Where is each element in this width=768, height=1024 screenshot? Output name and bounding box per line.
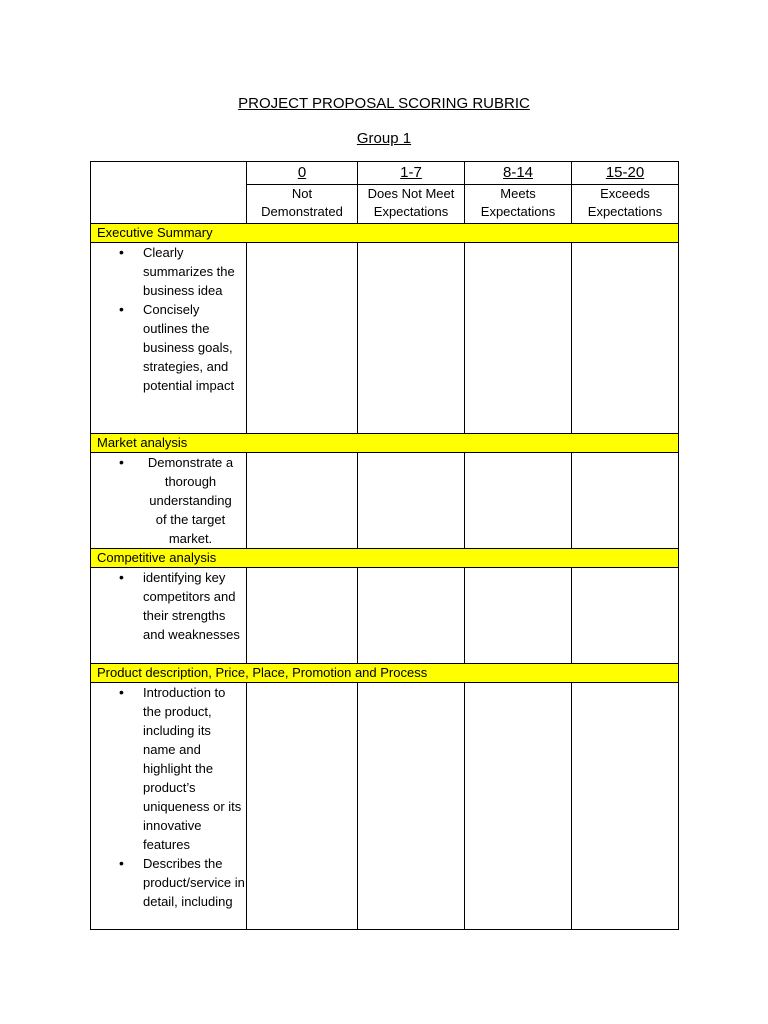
descriptor-line: Not <box>291 186 313 201</box>
score-cell-empty <box>247 683 358 930</box>
document-subtitle: Group 1 <box>356 130 412 147</box>
descriptor-line: Meets <box>500 186 536 201</box>
score-cell-empty <box>572 683 679 930</box>
criteria-row-market-analysis <box>91 453 679 549</box>
score-cell-empty <box>358 453 465 549</box>
section-header-competitive-analysis <box>91 549 679 568</box>
criteria-row-product-description <box>91 683 679 930</box>
descriptor-not-demonstrated <box>247 185 358 224</box>
section-header-product-description <box>91 664 679 683</box>
score-header-row <box>91 162 679 185</box>
criteria-cell <box>91 683 247 930</box>
criteria-list <box>91 453 246 548</box>
score-cell-empty <box>465 453 572 549</box>
scoring-rubric-table <box>90 161 679 930</box>
descriptor-line: Exceeds <box>600 186 650 201</box>
descriptor-line: Expectations <box>480 204 556 219</box>
document-title: PROJECT PROPOSAL SCORING RUBRIC <box>238 95 530 112</box>
descriptor-meets <box>465 185 572 224</box>
score-8-14: 8-14 <box>465 162 572 185</box>
score-cell-empty <box>247 243 358 434</box>
criterion-item: • Concisely outlines the business goals, strategies, and potential impact <box>143 300 246 395</box>
section-header-executive-summary <box>91 224 679 243</box>
score-cell-empty <box>465 683 572 930</box>
score-cell-empty <box>572 453 679 549</box>
score-cell-empty <box>358 568 465 664</box>
score-cell-empty <box>465 243 572 434</box>
descriptor-line: Expectations <box>587 204 663 219</box>
score-cell-empty <box>572 568 679 664</box>
criteria-list <box>91 683 246 911</box>
criteria-row-competitive-analysis <box>91 568 679 664</box>
score-cell-empty <box>572 243 679 434</box>
descriptor-does-not-meet <box>358 185 465 224</box>
section-title: Executive Summary <box>91 224 679 243</box>
criteria-list <box>91 243 246 395</box>
criterion-item: • Introduction to the product, including its name and highlight the product’s uniqueness or its innovative features <box>143 683 246 854</box>
criterion-item: • Clearly summarizes the business idea <box>143 243 246 300</box>
criteria-cell <box>91 243 247 434</box>
criteria-list <box>91 568 246 644</box>
descriptor-line: Expectations <box>373 204 449 219</box>
score-cell-empty <box>465 568 572 664</box>
section-header-market-analysis <box>91 434 679 453</box>
descriptor-exceeds <box>572 185 679 224</box>
criteria-cell <box>91 568 247 664</box>
score-1-7: 1-7 <box>358 162 465 185</box>
score-15-20: 15-20 <box>572 162 679 185</box>
score-cell-empty <box>358 243 465 434</box>
descriptor-line: Demonstrated <box>261 204 343 219</box>
score-cell-empty <box>247 453 358 549</box>
criteria-row-executive-summary <box>91 243 679 434</box>
corner-cell <box>91 162 247 224</box>
section-title: Product description, Price, Place, Promotion and Process <box>91 664 679 683</box>
criteria-cell <box>91 453 247 549</box>
score-cell-empty <box>358 683 465 930</box>
score-cell-empty <box>247 568 358 664</box>
criterion-item: • identifying key competitors and their strengths and weaknesses <box>143 568 246 644</box>
score-0: 0 <box>247 162 358 185</box>
descriptor-line: Does Not Meet <box>367 186 455 201</box>
section-title: Competitive analysis <box>91 549 679 568</box>
criterion-item: • Describes the product/service in detail, including <box>143 854 246 911</box>
section-title: Market analysis <box>91 434 679 453</box>
criterion-item: • Demonstrate a thorough understanding of the target market. <box>143 453 238 548</box>
